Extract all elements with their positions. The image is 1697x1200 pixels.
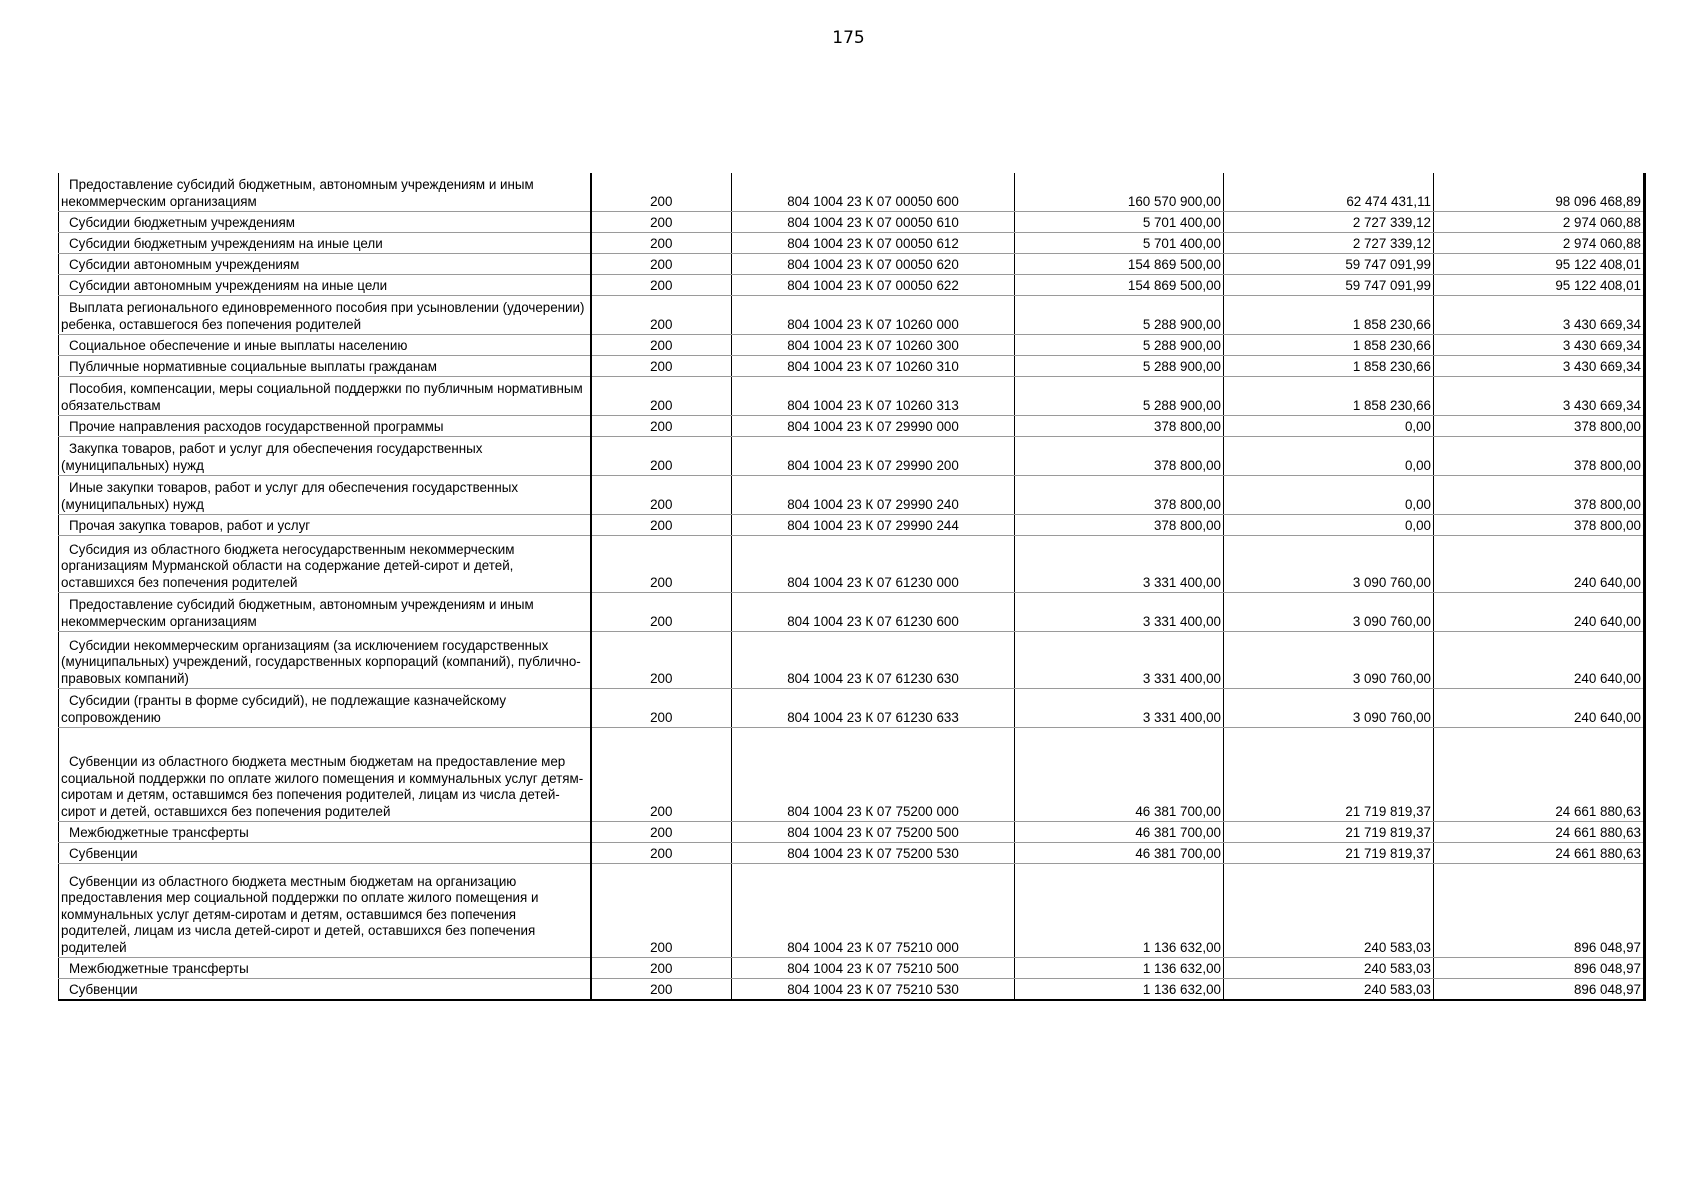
row-line-code-cell: 200 xyxy=(591,173,732,212)
row-executed-amount-cell: 21 719 819,37 xyxy=(1224,728,1434,822)
row-name-cell: Субсидии бюджетным учреждениям xyxy=(59,212,591,233)
budget-execution-table xyxy=(58,173,1646,1001)
row-budget-code-cell: 804 1004 23 К 07 61230 633 xyxy=(732,689,1015,728)
row-executed-amount-cell: 1 858 230,66 xyxy=(1224,377,1434,416)
row-name-cell: Субсидия из областного бюджета негосударственным некоммерческим организациям Мурманской области на содержание детей-сирот и детей, оставшихся без попечения родителей xyxy=(59,536,591,593)
row-line-code-cell: 200 xyxy=(591,515,732,536)
table-row xyxy=(59,515,1645,536)
table-row xyxy=(59,593,1645,632)
page-number: 175 xyxy=(832,28,865,48)
row-unexecuted-amount-cell: 24 661 880,63 xyxy=(1434,822,1645,843)
row-executed-amount-cell: 21 719 819,37 xyxy=(1224,843,1434,864)
row-approved-amount-cell: 154 869 500,00 xyxy=(1015,254,1224,275)
row-unexecuted-amount-cell: 3 430 669,34 xyxy=(1434,377,1645,416)
row-name-cell: Социальное обеспечение и иные выплаты населению xyxy=(59,335,591,356)
row-line-code-cell: 200 xyxy=(591,689,732,728)
row-unexecuted-amount-cell: 3 430 669,34 xyxy=(1434,335,1645,356)
row-name-cell: Прочая закупка товаров, работ и услуг xyxy=(59,515,591,536)
row-line-code-cell: 200 xyxy=(591,593,732,632)
row-approved-amount-cell: 1 136 632,00 xyxy=(1015,979,1224,1001)
row-name-cell: Закупка товаров, работ и услуг для обеспечения государственных (муниципальных) нужд xyxy=(59,437,591,476)
row-approved-amount-cell: 46 381 700,00 xyxy=(1015,728,1224,822)
row-executed-amount-cell: 59 747 091,99 xyxy=(1224,254,1434,275)
row-name-cell: Субсидии бюджетным учреждениям на иные цели xyxy=(59,233,591,254)
row-budget-code-cell: 804 1004 23 К 07 29990 244 xyxy=(732,515,1015,536)
row-unexecuted-amount-cell: 2 974 060,88 xyxy=(1434,212,1645,233)
row-approved-amount-cell: 3 331 400,00 xyxy=(1015,536,1224,593)
row-unexecuted-amount-cell: 378 800,00 xyxy=(1434,437,1645,476)
table-row xyxy=(59,632,1645,689)
row-approved-amount-cell: 3 331 400,00 xyxy=(1015,593,1224,632)
row-name-cell: Иные закупки товаров, работ и услуг для обеспечения государственных (муниципальных) нужд xyxy=(59,476,591,515)
row-budget-code-cell: 804 1004 23 К 07 29990 240 xyxy=(732,476,1015,515)
row-name-cell: Пособия, компенсации, меры социальной поддержки по публичным нормативным обязательствам xyxy=(59,377,591,416)
row-unexecuted-amount-cell: 896 048,97 xyxy=(1434,979,1645,1001)
row-executed-amount-cell: 0,00 xyxy=(1224,416,1434,437)
table-row xyxy=(59,728,1645,822)
table-row xyxy=(59,822,1645,843)
row-line-code-cell: 200 xyxy=(591,416,732,437)
row-approved-amount-cell: 154 869 500,00 xyxy=(1015,275,1224,296)
row-unexecuted-amount-cell: 95 122 408,01 xyxy=(1434,275,1645,296)
row-line-code-cell: 200 xyxy=(591,296,732,335)
row-executed-amount-cell: 2 727 339,12 xyxy=(1224,233,1434,254)
row-approved-amount-cell: 5 288 900,00 xyxy=(1015,335,1224,356)
row-budget-code-cell: 804 1004 23 К 07 29990 000 xyxy=(732,416,1015,437)
row-line-code-cell: 200 xyxy=(591,632,732,689)
row-name-cell: Выплата регионального единовременного пособия при усыновлении (удочерении) ребенка, оставшегося без попечения родителей xyxy=(59,296,591,335)
row-line-code-cell: 200 xyxy=(591,233,732,254)
row-name-cell: Субвенции xyxy=(59,843,591,864)
table-row xyxy=(59,335,1645,356)
row-name-cell: Субвенции из областного бюджета местным бюджетам на организацию предоставления мер социальной поддержки по оплате жилого помещения и коммунальных услуг детям-сиротам и детям, оставшимся без попечения родителей, лицам из числа детей-сирот и детей, оставшихся без попечения родителей xyxy=(59,864,591,958)
row-approved-amount-cell: 5 288 900,00 xyxy=(1015,356,1224,377)
table-row xyxy=(59,536,1645,593)
row-line-code-cell: 200 xyxy=(591,536,732,593)
table-row xyxy=(59,254,1645,275)
row-unexecuted-amount-cell: 95 122 408,01 xyxy=(1434,254,1645,275)
row-executed-amount-cell: 3 090 760,00 xyxy=(1224,536,1434,593)
row-approved-amount-cell: 5 288 900,00 xyxy=(1015,296,1224,335)
row-approved-amount-cell: 378 800,00 xyxy=(1015,476,1224,515)
row-budget-code-cell: 804 1004 23 К 07 61230 600 xyxy=(732,593,1015,632)
row-unexecuted-amount-cell: 240 640,00 xyxy=(1434,593,1645,632)
row-line-code-cell: 200 xyxy=(591,843,732,864)
row-line-code-cell: 200 xyxy=(591,335,732,356)
row-line-code-cell: 200 xyxy=(591,356,732,377)
row-approved-amount-cell: 46 381 700,00 xyxy=(1015,843,1224,864)
row-executed-amount-cell: 3 090 760,00 xyxy=(1224,689,1434,728)
table-row xyxy=(59,377,1645,416)
row-executed-amount-cell: 240 583,03 xyxy=(1224,864,1434,958)
row-line-code-cell: 200 xyxy=(591,377,732,416)
row-name-cell: Субсидии автономным учреждениям xyxy=(59,254,591,275)
row-executed-amount-cell: 0,00 xyxy=(1224,515,1434,536)
table-row xyxy=(59,476,1645,515)
row-name-cell: Субвенции xyxy=(59,979,591,1001)
table-row xyxy=(59,212,1645,233)
row-approved-amount-cell: 5 701 400,00 xyxy=(1015,233,1224,254)
row-budget-code-cell: 804 1004 23 К 07 10260 313 xyxy=(732,377,1015,416)
row-approved-amount-cell: 378 800,00 xyxy=(1015,515,1224,536)
table-row xyxy=(59,416,1645,437)
row-budget-code-cell: 804 1004 23 К 07 29990 200 xyxy=(732,437,1015,476)
row-budget-code-cell: 804 1004 23 К 07 10260 300 xyxy=(732,335,1015,356)
row-executed-amount-cell: 1 858 230,66 xyxy=(1224,356,1434,377)
row-budget-code-cell: 804 1004 23 К 07 00050 612 xyxy=(732,233,1015,254)
row-executed-amount-cell: 3 090 760,00 xyxy=(1224,632,1434,689)
row-approved-amount-cell: 3 331 400,00 xyxy=(1015,689,1224,728)
row-executed-amount-cell: 2 727 339,12 xyxy=(1224,212,1434,233)
row-budget-code-cell: 804 1004 23 К 07 75200 000 xyxy=(732,728,1015,822)
row-line-code-cell: 200 xyxy=(591,728,732,822)
row-unexecuted-amount-cell: 3 430 669,34 xyxy=(1434,356,1645,377)
row-executed-amount-cell: 3 090 760,00 xyxy=(1224,593,1434,632)
row-approved-amount-cell: 160 570 900,00 xyxy=(1015,173,1224,212)
row-budget-code-cell: 804 1004 23 К 07 75200 500 xyxy=(732,822,1015,843)
row-executed-amount-cell: 1 858 230,66 xyxy=(1224,296,1434,335)
row-executed-amount-cell: 59 747 091,99 xyxy=(1224,275,1434,296)
row-name-cell: Субсидии некоммерческим организациям (за исключением государственных (муниципальных) учреждений, государственных корпораций (компаний), публично-правовых компаний) xyxy=(59,632,591,689)
row-approved-amount-cell: 1 136 632,00 xyxy=(1015,864,1224,958)
row-budget-code-cell: 804 1004 23 К 07 61230 000 xyxy=(732,536,1015,593)
table-row xyxy=(59,275,1645,296)
row-unexecuted-amount-cell: 24 661 880,63 xyxy=(1434,843,1645,864)
row-name-cell: Субсидии (гранты в форме субсидий), не подлежащие казначейскому сопровождению xyxy=(59,689,591,728)
row-budget-code-cell: 804 1004 23 К 07 00050 600 xyxy=(732,173,1015,212)
row-executed-amount-cell: 21 719 819,37 xyxy=(1224,822,1434,843)
row-name-cell: Предоставление субсидий бюджетным, автономным учреждениям и иным некоммерческим организациям xyxy=(59,173,591,212)
row-name-cell: Межбюджетные трансферты xyxy=(59,822,591,843)
row-budget-code-cell: 804 1004 23 К 07 00050 622 xyxy=(732,275,1015,296)
row-budget-code-cell: 804 1004 23 К 07 75210 530 xyxy=(732,979,1015,1001)
row-unexecuted-amount-cell: 896 048,97 xyxy=(1434,864,1645,958)
row-approved-amount-cell: 378 800,00 xyxy=(1015,437,1224,476)
row-budget-code-cell: 804 1004 23 К 07 75210 500 xyxy=(732,958,1015,979)
row-budget-code-cell: 804 1004 23 К 07 75200 530 xyxy=(732,843,1015,864)
row-budget-code-cell: 804 1004 23 К 07 10260 000 xyxy=(732,296,1015,335)
row-approved-amount-cell: 5 701 400,00 xyxy=(1015,212,1224,233)
row-budget-code-cell: 804 1004 23 К 07 75210 000 xyxy=(732,864,1015,958)
row-line-code-cell: 200 xyxy=(591,864,732,958)
row-line-code-cell: 200 xyxy=(591,822,732,843)
table-row xyxy=(59,173,1645,212)
row-name-cell: Субвенции из областного бюджета местным бюджетам на предоставление мер социальной поддержки по оплате жилого помещения и коммунальных услуг детям-сиротам и детям, оставшимся без попечения родителей, лицам из числа детей-сирот и детей, оставшихся без попечения родителей xyxy=(59,728,591,822)
row-unexecuted-amount-cell: 240 640,00 xyxy=(1434,632,1645,689)
row-executed-amount-cell: 0,00 xyxy=(1224,476,1434,515)
row-budget-code-cell: 804 1004 23 К 07 61230 630 xyxy=(732,632,1015,689)
table-row xyxy=(59,979,1645,1001)
table-body xyxy=(59,173,1645,1000)
row-line-code-cell: 200 xyxy=(591,254,732,275)
row-executed-amount-cell: 62 474 431,11 xyxy=(1224,173,1434,212)
row-name-cell: Межбюджетные трансферты xyxy=(59,958,591,979)
row-name-cell: Предоставление субсидий бюджетным, автономным учреждениям и иным некоммерческим организациям xyxy=(59,593,591,632)
row-unexecuted-amount-cell: 378 800,00 xyxy=(1434,515,1645,536)
row-executed-amount-cell: 240 583,03 xyxy=(1224,979,1434,1001)
table-row xyxy=(59,233,1645,254)
row-unexecuted-amount-cell: 240 640,00 xyxy=(1434,536,1645,593)
row-line-code-cell: 200 xyxy=(591,958,732,979)
row-unexecuted-amount-cell: 896 048,97 xyxy=(1434,958,1645,979)
row-approved-amount-cell: 378 800,00 xyxy=(1015,416,1224,437)
row-approved-amount-cell: 1 136 632,00 xyxy=(1015,958,1224,979)
table-row xyxy=(59,356,1645,377)
row-approved-amount-cell: 3 331 400,00 xyxy=(1015,632,1224,689)
row-unexecuted-amount-cell: 240 640,00 xyxy=(1434,689,1645,728)
row-budget-code-cell: 804 1004 23 К 07 10260 310 xyxy=(732,356,1015,377)
table-row xyxy=(59,689,1645,728)
table-row xyxy=(59,843,1645,864)
row-unexecuted-amount-cell: 24 661 880,63 xyxy=(1434,728,1645,822)
row-line-code-cell: 200 xyxy=(591,212,732,233)
row-budget-code-cell: 804 1004 23 К 07 00050 610 xyxy=(732,212,1015,233)
row-name-cell: Публичные нормативные социальные выплаты гражданам xyxy=(59,356,591,377)
row-line-code-cell: 200 xyxy=(591,275,732,296)
row-executed-amount-cell: 0,00 xyxy=(1224,437,1434,476)
table-row xyxy=(59,437,1645,476)
row-line-code-cell: 200 xyxy=(591,476,732,515)
table-row xyxy=(59,864,1645,958)
row-executed-amount-cell: 240 583,03 xyxy=(1224,958,1434,979)
row-name-cell: Прочие направления расходов государственной программы xyxy=(59,416,591,437)
row-executed-amount-cell: 1 858 230,66 xyxy=(1224,335,1434,356)
row-unexecuted-amount-cell: 3 430 669,34 xyxy=(1434,296,1645,335)
table-row xyxy=(59,296,1645,335)
row-unexecuted-amount-cell: 378 800,00 xyxy=(1434,476,1645,515)
table-row xyxy=(59,958,1645,979)
row-unexecuted-amount-cell: 98 096 468,89 xyxy=(1434,173,1645,212)
row-line-code-cell: 200 xyxy=(591,979,732,1001)
row-unexecuted-amount-cell: 378 800,00 xyxy=(1434,416,1645,437)
row-approved-amount-cell: 46 381 700,00 xyxy=(1015,822,1224,843)
row-name-cell: Субсидии автономным учреждениям на иные цели xyxy=(59,275,591,296)
row-budget-code-cell: 804 1004 23 К 07 00050 620 xyxy=(732,254,1015,275)
row-unexecuted-amount-cell: 2 974 060,88 xyxy=(1434,233,1645,254)
row-approved-amount-cell: 5 288 900,00 xyxy=(1015,377,1224,416)
row-line-code-cell: 200 xyxy=(591,437,732,476)
